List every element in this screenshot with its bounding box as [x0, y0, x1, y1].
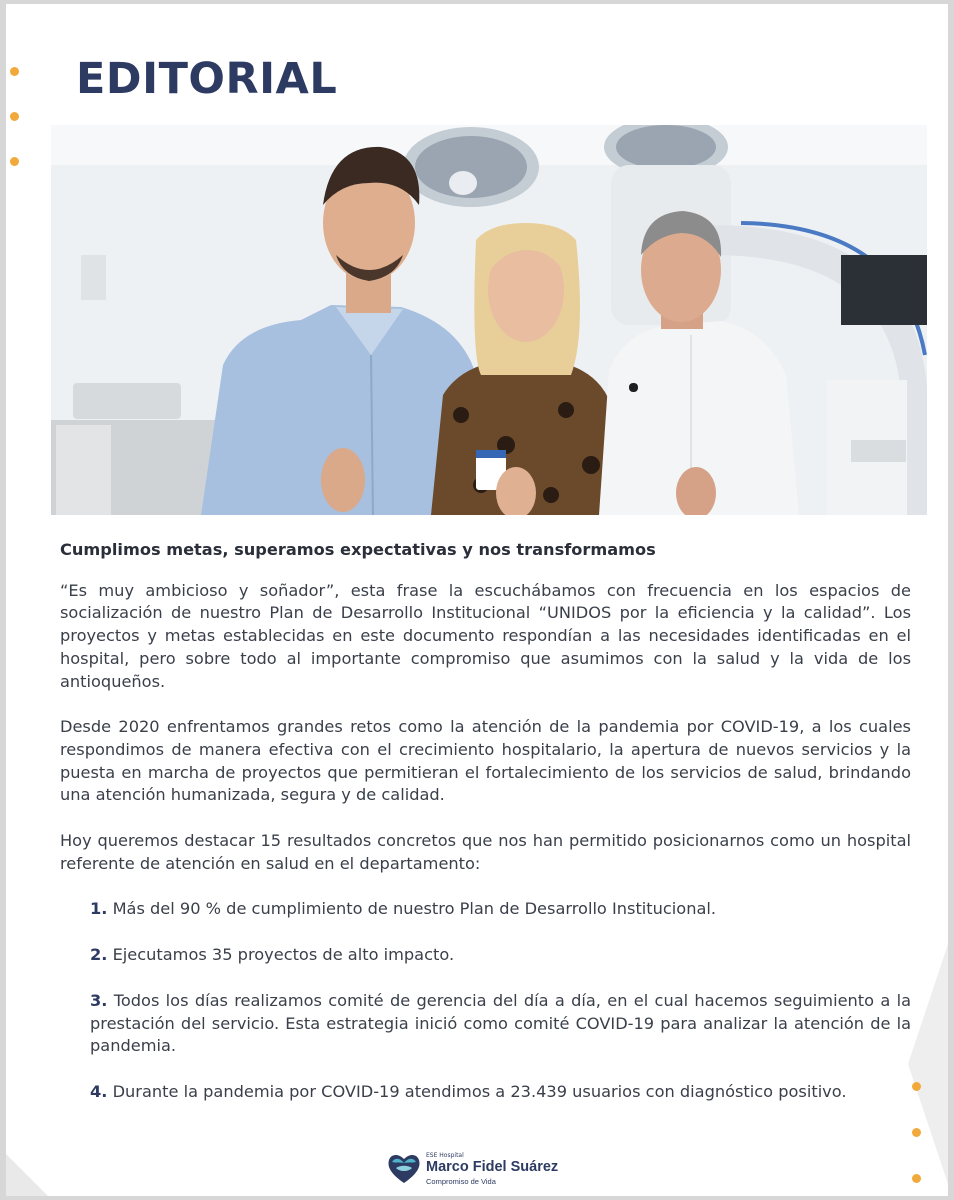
- hospital-logo: [386, 1150, 586, 1190]
- list-item-number: 2.: [90, 945, 108, 965]
- article-subtitle: Cumplimos metas, superamos expectativas y nos transformamos: [60, 540, 656, 559]
- logo-name: Marco Fidel Suárez: [426, 1159, 559, 1175]
- logo-tagline: Compromiso de Vida: [426, 1177, 496, 1186]
- accent-dot: [912, 1082, 921, 1091]
- accent-dot: [912, 1174, 921, 1183]
- list-item-text: Más del 90 % de cumplimiento de nuestro Plan de Desarrollo Institucional.: [107, 899, 717, 919]
- list-item-number: 4.: [90, 1081, 108, 1101]
- results-list: [60, 898, 911, 1103]
- logo-prefix: ESE Hospital: [426, 1152, 464, 1159]
- accent-dot: [10, 157, 19, 166]
- accent-dot: [912, 1128, 921, 1137]
- page-fold-decoration: [908, 944, 948, 1184]
- article-body: [60, 539, 911, 1127]
- list-item: [60, 990, 911, 1058]
- list-item-number: 1.: [90, 899, 108, 919]
- list-item-number: 3.: [90, 990, 108, 1010]
- list-item-text: Durante la pandemia por COVID-19 atendimos a 23.439 usuarios con diagnóstico positivo.: [107, 1081, 847, 1101]
- list-item: [60, 1081, 911, 1104]
- accent-dot: [10, 112, 19, 121]
- article-paragraph: Desde 2020 enfrentamos grandes retos como la atención de la pandemia por COVID-19, a los cuales respondimos de manera efectiva con el crecimiento hospitalario, la apertura de nuevos servicios y la puesta en marcha de proyectos que permitieran el fortalecimiento de los servicios de salud, brindando una atención humanizada, segura y de calidad.: [60, 717, 911, 805]
- accent-dot: [10, 67, 19, 76]
- article-paragraph: “Es muy ambicioso y soñador”, esta frase la escuchábamos con frecuencia en los espacios de socialización de nuestro Plan de Desarrollo Institucional “UNIDOS por la eficiencia y la calidad”. Los proyectos y metas establecidas en este documento respondían a las necesidades identificadas en el hospital, pero sobre todo al importante compromiso que asumimos con la salud y la vida de los antioqueños.: [60, 580, 911, 691]
- list-item: [60, 944, 911, 967]
- editorial-page: [6, 4, 948, 1196]
- hospital-group-photo: [51, 125, 927, 515]
- page-title: EDITORIAL: [76, 54, 338, 104]
- list-item-text: Todos los días realizamos comité de gerencia del día a día, en el cual hacemos seguimiento a la prestación del servicio. Esta estrategia inició como comité COVID-19 para analizar la atención de la pandemia.: [90, 990, 911, 1056]
- page-corner-decoration: [6, 1154, 48, 1196]
- heart-hands-icon: [386, 1150, 422, 1186]
- article-paragraph: Hoy queremos destacar 15 resultados concretos que nos han permitido posicionarnos como un hospital referente de atención en salud en el departamento:: [60, 831, 911, 873]
- list-item: [60, 898, 911, 921]
- list-item-text: Ejecutamos 35 proyectos de alto impacto.: [107, 945, 455, 965]
